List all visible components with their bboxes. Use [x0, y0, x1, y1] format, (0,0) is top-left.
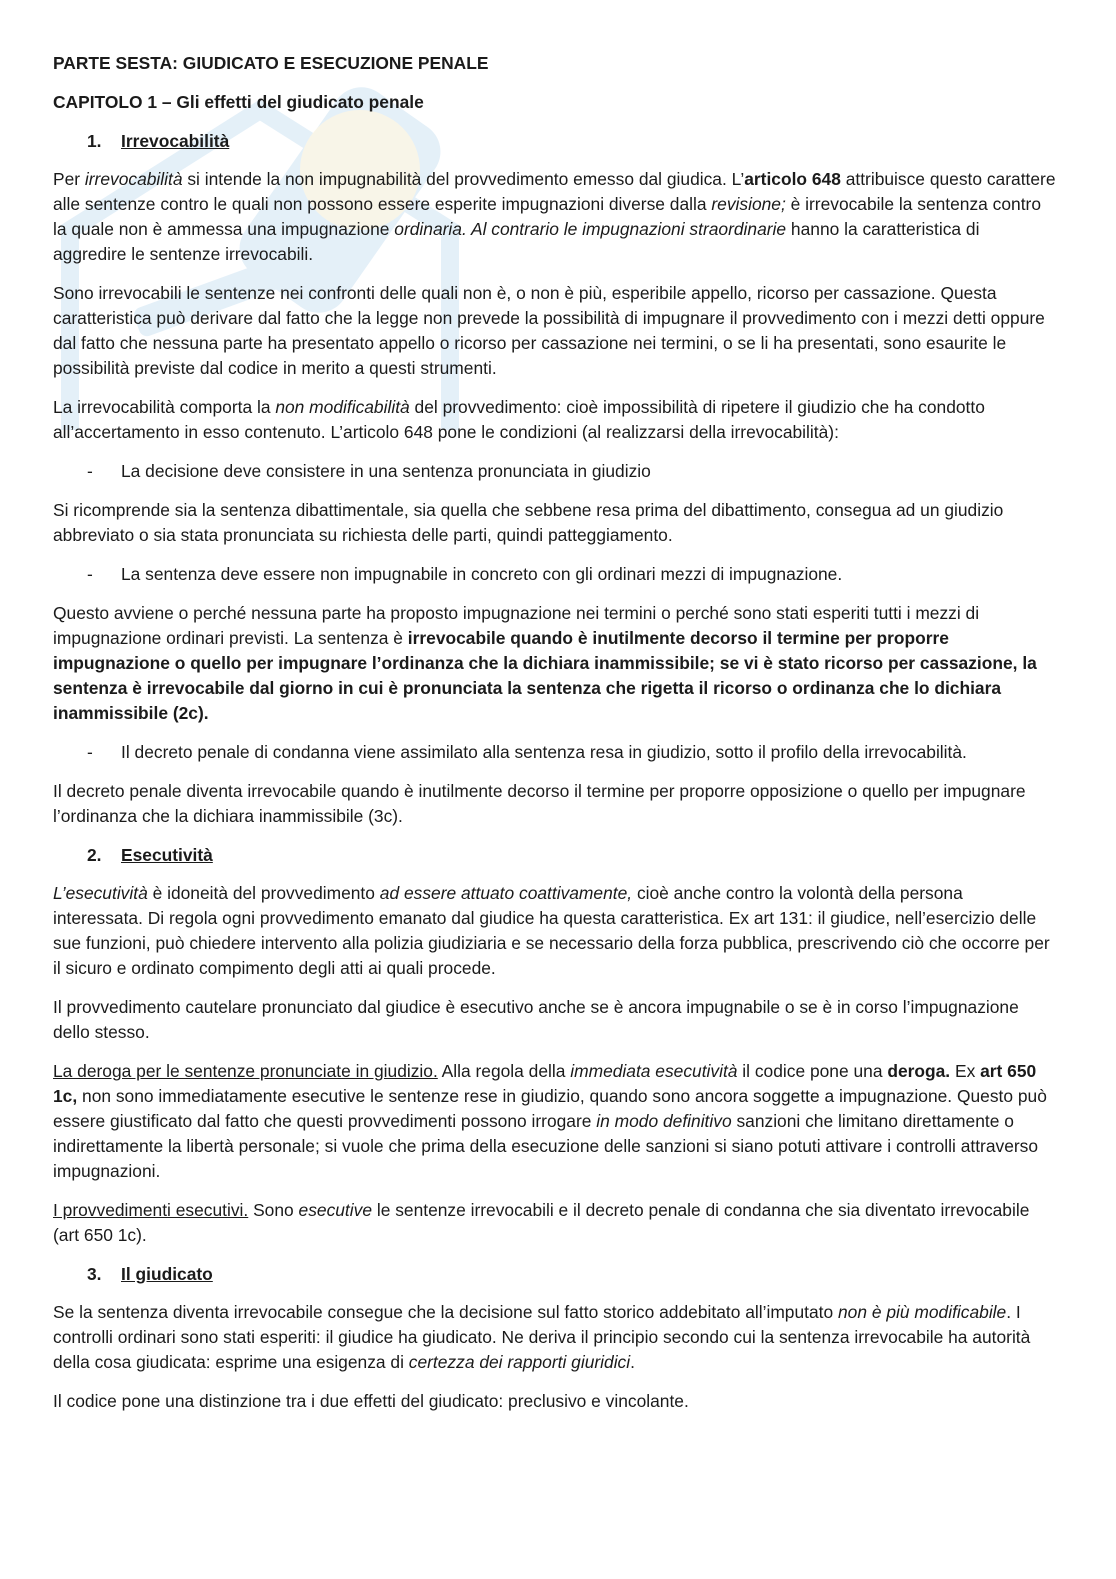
paragraph: Il codice pone una distinzione tra i due effetti del giudicato: preclusivo e vincolante. — [53, 1391, 689, 1411]
paragraph: La deroga per le sentenze pronunciate in giudizio. Alla regola della immediata esecutività il codice pone una deroga. Ex art 650 1c, non sono immediatamente esecutive le sentenze rese in giudizio, quando sono ancora soggette a impugnazione. Questo può essere giustificato dal fatto che questi provvedimenti possono irrogare in modo definitivo sanzioni che limitano direttamente o indirettamente la libertà personale; si vuole che prima della esecuzione delle sanzioni si siano potuti attivare i controlli attraverso impugnazioni. — [53, 1061, 1047, 1181]
page-title: PARTE SESTA: GIUDICATO E ESECUZIONE PENALE — [53, 53, 489, 73]
paragraph: Per irrevocabilità si intende la non impugnabilità del provvedimento emesso dal giudica. L’articolo 648 attribuisce questo carattere alle sentenze contro le quali non possono essere esperite impugnazioni diverse dalla revisione; è irrevocabile la sentenza contro la quale non è ammessa una impugnazione ordinaria. Al contrario le impugnazioni straordinarie hanno la caratteristica di aggredire le sentenze irrevocabili. — [53, 169, 1056, 264]
paragraph: Se la sentenza diventa irrevocabile consegue che la decisione sul fatto storico addebitato all’imputato non è più modificabile. I controlli ordinari sono stati esperiti: il giudice ha giudicato. Ne deriva il principio secondo cui la sentenza irrevocabile ha autorità della cosa giudicata: esprime una esigenza di certezza dei rapporti giuridici. — [53, 1302, 1031, 1372]
section-title: Esecutività — [121, 845, 213, 865]
list-item-text: Il decreto penale di condanna viene assimilato alla sentenza resa in giudizio, sotto il profilo della irrevocabilità. — [121, 742, 967, 762]
paragraph: Questo avviene o perché nessuna parte ha proposto impugnazione nei termini o perché sono stati esperiti tutti i mezzi di impugnazione ordinari previsti. La sentenza è irrevocabile quando è inutilmente decorso il termine per proporre impugnazione o quello per impugnare l’ordinanza che la dichiara inammissibile; se vi è stato ricorso per cassazione, la sentenza è irrevocabile dal giorno in cui è pronunciata la sentenza che rigetta il ricorso o ordinanza che lo dichiara inammissibile (2c). — [53, 603, 1037, 723]
list-item-text: La sentenza deve essere non impugnabile in concreto con gli ordinari mezzi di impugnazione. — [121, 564, 843, 584]
section-heading-3 — [53, 1262, 1056, 1287]
paragraph: Il provvedimento cautelare pronunciato dal giudice è esecutivo anche se è ancora impugnabile o se è in corso l’impugnazione dello stesso. — [53, 997, 1019, 1042]
section-heading-2 — [53, 843, 1056, 868]
list-item — [53, 740, 1056, 765]
paragraph: Si ricomprende sia la sentenza dibattimentale, sia quella che sebbene resa prima del dibattimento, consegua ad un giudizio abbreviato o sia stata pronunciata su richiesta delle parti, quindi patteggiamento. — [53, 500, 1004, 545]
section-number: 2. — [87, 845, 102, 865]
list-item — [53, 459, 1056, 484]
list-item — [53, 562, 1056, 587]
bullet-dash: - — [87, 742, 93, 762]
list-item-text: La decisione deve consistere in una sentenza pronunciata in giudizio — [121, 461, 651, 481]
section-heading-1 — [53, 129, 1056, 154]
section-number: 3. — [87, 1264, 102, 1284]
section-number: 1. — [87, 131, 102, 151]
paragraph: I provvedimenti esecutivi. Sono esecutive le sentenze irrevocabili e il decreto penale di condanna che sia diventato irrevocabile (art 650 1c). — [53, 1200, 1030, 1245]
bullet-dash: - — [87, 461, 93, 481]
bullet-dash: - — [87, 564, 93, 584]
document-body — [53, 51, 1056, 1428]
paragraph: L’esecutività è idoneità del provvedimento ad essere attuato coattivamente, cioè anche contro la volontà della persona interessata. Di regola ogni provvedimento emanato dal giudice ha questa caratteristica. Ex art 131: il giudice, nell’esercizio delle sue funzioni, può chiedere intervento alla polizia giudiziaria e se necessario della forza pubblica, prescrivendo ciò che occorre per il sicuro e ordinato compimento degli atti ai quali procede. — [53, 883, 1050, 978]
paragraph: Sono irrevocabili le sentenze nei confronti delle quali non è, o non è più, esperibile appello, ricorso per cassazione. Questa caratteristica può derivare dal fatto che la legge non prevede la possibilità di impugnare il provvedimento con i mezzi detti oppure dal fatto che nessuna parte ha presentato appello o ricorso per cassazione nei termini, o se li ha presentati, sono esaurite le possibilità previste dal codice in merito a questi strumenti. — [53, 283, 1045, 378]
section-title: Irrevocabilità — [121, 131, 230, 151]
paragraph: Il decreto penale diventa irrevocabile quando è inutilmente decorso il termine per proporre opposizione o quello per impugnare l’ordinanza che la dichiara inammissibile (3c). — [53, 781, 1026, 826]
section-title: Il giudicato — [121, 1264, 213, 1284]
paragraph: La irrevocabilità comporta la non modificabilità del provvedimento: cioè impossibilità di ripetere il giudizio che ha condotto all’accertamento in esso contenuto. L’articolo 648 pone le condizioni (al realizzarsi della irrevocabilità): — [53, 397, 985, 442]
chapter-title: CAPITOLO 1 – Gli effetti del giudicato penale — [53, 92, 424, 112]
